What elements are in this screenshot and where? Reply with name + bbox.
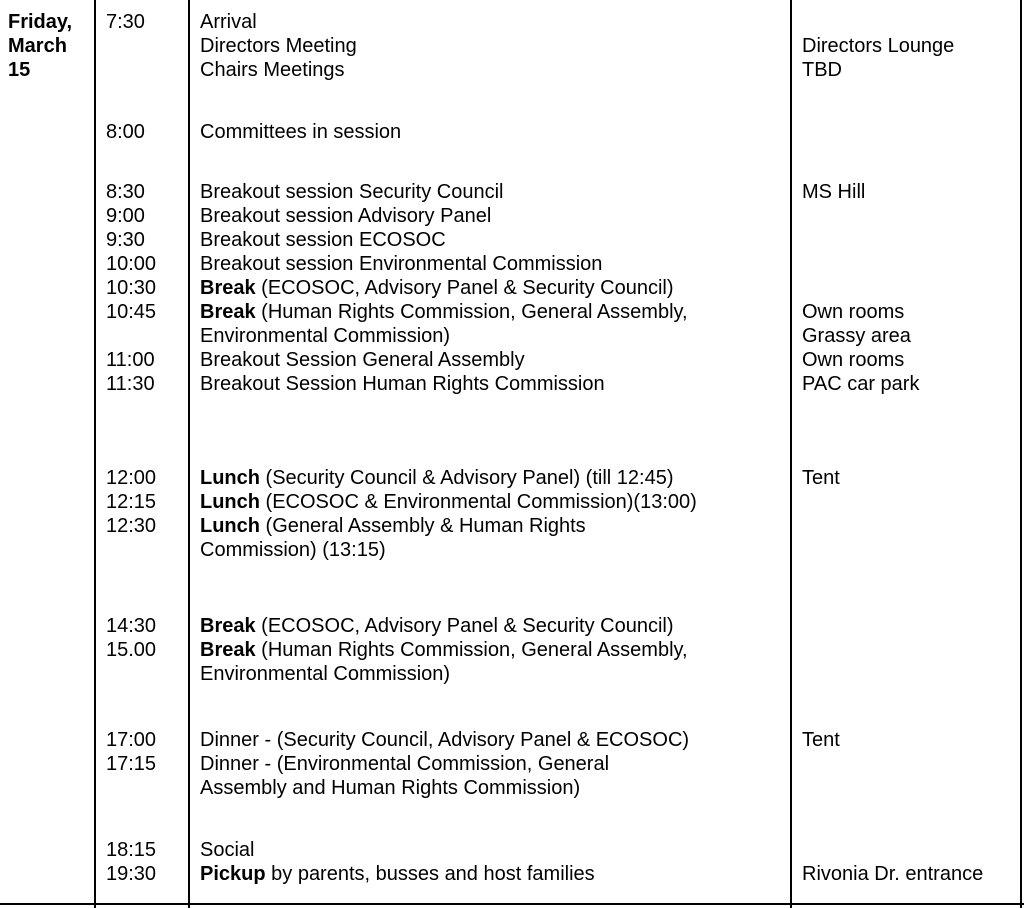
schedule-event <box>200 776 580 800</box>
schedule-event <box>200 728 689 752</box>
event-text: Dinner - (Security Council, Advisory Panel & ECOSOC) <box>200 729 690 751</box>
event-text: (Security Council & Advisory Panel) (till 12:45) <box>260 467 674 489</box>
schedule-event <box>200 348 525 372</box>
column-divider <box>1020 0 1022 908</box>
schedule-event <box>200 180 503 204</box>
event-text: (Human Rights Commission, General Assembly, <box>255 639 688 661</box>
schedule-location: Own rooms <box>802 349 905 371</box>
schedule-time: 11:00 <box>106 349 155 371</box>
schedule-time: 12:00 <box>106 467 157 489</box>
schedule-location: MS Hill <box>802 181 866 203</box>
schedule-time: 12:30 <box>106 515 157 537</box>
schedule-location: Tent <box>802 729 840 751</box>
schedule-event <box>200 372 605 396</box>
schedule-event <box>200 514 586 538</box>
schedule-time: 10:00 <box>106 253 157 275</box>
schedule-event <box>200 228 446 252</box>
day-month: March <box>8 35 67 57</box>
event-emphasis: Break <box>200 615 256 637</box>
schedule-time: 7:30 <box>106 11 145 33</box>
column-divider <box>94 0 96 908</box>
event-text: Social <box>200 839 255 861</box>
schedule-time: 11:30 <box>106 373 155 395</box>
schedule-time: 17:15 <box>106 753 157 775</box>
schedule-event <box>200 120 401 144</box>
event-emphasis: Break <box>200 301 256 323</box>
schedule-location: Tent <box>802 467 840 489</box>
event-text: Environmental Commission) <box>200 325 451 347</box>
event-text: Breakout Session General Assembly <box>200 349 525 371</box>
event-text: Committees in session <box>200 121 402 143</box>
schedule-time: 19:30 <box>106 863 157 885</box>
event-emphasis: Lunch <box>200 467 260 489</box>
schedule-location: Own rooms <box>802 301 905 323</box>
schedule-event <box>200 538 386 562</box>
schedule-event <box>200 662 450 686</box>
schedule-time: 9:30 <box>106 229 145 251</box>
schedule-event <box>200 638 688 662</box>
event-text: (ECOSOC, Advisory Panel & Security Council) <box>255 277 674 299</box>
event-text: Chairs Meetings <box>200 59 345 81</box>
day-date: 15 <box>8 59 31 81</box>
schedule-time: 18:15 <box>106 839 157 861</box>
schedule-event <box>200 58 345 82</box>
schedule-event <box>200 466 674 490</box>
schedule-event <box>200 614 674 638</box>
schedule-event <box>200 838 254 862</box>
schedule-event <box>200 34 357 58</box>
schedule-time: 15.00 <box>106 639 157 661</box>
schedule-location: TBD <box>802 59 842 81</box>
event-emphasis: Break <box>200 639 256 661</box>
bottom-rule <box>0 903 1024 905</box>
event-text: Breakout session Security Council <box>200 181 504 203</box>
event-text: Dinner - (Environmental Commission, General <box>200 753 610 775</box>
schedule-event <box>200 300 688 324</box>
schedule-event <box>200 324 450 348</box>
event-emphasis: Lunch <box>200 491 260 513</box>
day-weekday: Friday, <box>8 11 73 33</box>
event-text: Directors Meeting <box>200 35 357 57</box>
event-text: Environmental Commission) <box>200 663 451 685</box>
event-text: by parents, busses and host families <box>265 863 595 885</box>
event-emphasis: Break <box>200 277 256 299</box>
event-text: Commission) (13:15) <box>200 539 386 561</box>
event-emphasis: Lunch <box>200 515 260 537</box>
event-text: Breakout session Advisory Panel <box>200 205 492 227</box>
event-text: (General Assembly & Human Rights <box>260 515 586 537</box>
schedule-location: Directors Lounge <box>802 35 955 57</box>
schedule-event <box>200 862 595 886</box>
event-text: Arrival <box>200 11 257 33</box>
schedule-event <box>200 204 491 228</box>
schedule-event <box>200 752 609 776</box>
schedule-event <box>200 10 257 34</box>
schedule-time: 8:30 <box>106 181 145 203</box>
schedule-event <box>200 276 674 300</box>
schedule-time: 9:00 <box>106 205 145 227</box>
schedule-time: 12:15 <box>106 491 157 513</box>
event-text: Assembly and Human Rights Commission) <box>200 777 581 799</box>
schedule-time: 10:30 <box>106 277 157 299</box>
schedule-location: Rivonia Dr. entrance <box>802 863 984 885</box>
schedule-time: 10:45 <box>106 301 157 323</box>
column-divider <box>790 0 792 908</box>
schedule-time: 14:30 <box>106 615 157 637</box>
event-emphasis: Pickup <box>200 863 266 885</box>
schedule-time: 17:00 <box>106 729 157 751</box>
day-label <box>8 10 72 82</box>
schedule-location: Grassy area <box>802 325 911 347</box>
event-text: (ECOSOC, Advisory Panel & Security Council) <box>255 615 674 637</box>
schedule-location: PAC car park <box>802 373 920 395</box>
event-text: Breakout Session Human Rights Commission <box>200 373 605 395</box>
schedule-event <box>200 490 697 514</box>
schedule-event <box>200 252 602 276</box>
event-text: (ECOSOC & Environmental Commission)(13:00) <box>260 491 697 513</box>
column-divider <box>188 0 190 908</box>
schedule-time: 8:00 <box>106 121 145 143</box>
event-text: Breakout session ECOSOC <box>200 229 446 251</box>
event-text: Breakout session Environmental Commission <box>200 253 603 275</box>
event-text: (Human Rights Commission, General Assembly, <box>255 301 688 323</box>
